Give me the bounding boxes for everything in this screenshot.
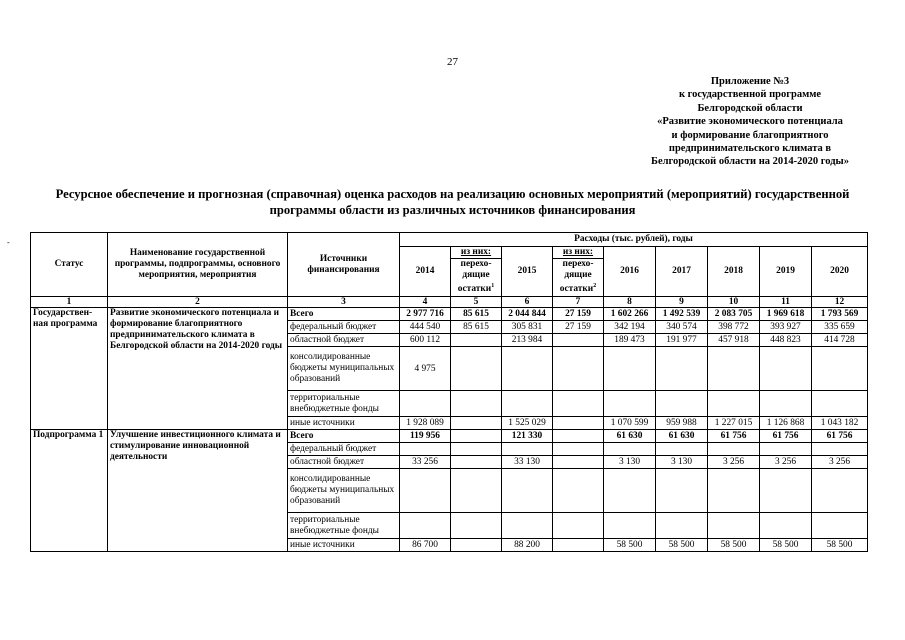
funding-source-cell: федеральный бюджет bbox=[288, 443, 400, 456]
amount-cell bbox=[812, 347, 868, 391]
amount-cell: 600 112 bbox=[400, 334, 451, 347]
amount-cell: 27 159 bbox=[553, 321, 604, 334]
status-cell: Подпрограмма 1 bbox=[31, 430, 108, 552]
funding-source-cell: консолидированные бюджеты муниципальных образований bbox=[288, 469, 400, 513]
amount-cell: 448 823 bbox=[760, 334, 812, 347]
amount-cell bbox=[760, 469, 812, 513]
amount-cell bbox=[400, 391, 451, 417]
amount-cell bbox=[553, 513, 604, 539]
annex-line: Белгородской области bbox=[697, 102, 803, 114]
col-2015-header: 2015 bbox=[502, 247, 553, 297]
annex-line: «Развитие экономического потенциала bbox=[657, 116, 843, 128]
amount-cell: 398 772 bbox=[708, 321, 760, 334]
amount-cell bbox=[812, 469, 868, 513]
amount-cell bbox=[553, 469, 604, 513]
amount-cell bbox=[553, 539, 604, 552]
amount-cell: 61 756 bbox=[812, 430, 868, 443]
col-expenses-header: Расходы (тыс. рублей), годы bbox=[400, 233, 868, 247]
column-number: 8 bbox=[604, 297, 656, 308]
amount-cell: 58 500 bbox=[604, 539, 656, 552]
amount-cell: 1 070 599 bbox=[604, 417, 656, 430]
amount-cell bbox=[604, 513, 656, 539]
amount-cell bbox=[400, 443, 451, 456]
amount-cell bbox=[812, 443, 868, 456]
amount-cell bbox=[553, 417, 604, 430]
amount-cell bbox=[708, 513, 760, 539]
amount-cell bbox=[604, 469, 656, 513]
amount-cell: 959 988 bbox=[656, 417, 708, 430]
funding-source-cell: федеральный бюджет bbox=[288, 321, 400, 334]
amount-cell bbox=[400, 469, 451, 513]
amount-cell: 61 630 bbox=[604, 430, 656, 443]
amount-cell: 2 977 716 bbox=[400, 308, 451, 321]
column-number: 10 bbox=[708, 297, 760, 308]
amount-cell: 85 615 bbox=[451, 308, 502, 321]
amount-cell bbox=[502, 391, 553, 417]
amount-cell bbox=[553, 391, 604, 417]
annex-caption bbox=[600, 75, 900, 169]
annex-line: и формирование благоприятного bbox=[671, 129, 829, 141]
carryover-header bbox=[553, 259, 604, 297]
amount-cell bbox=[502, 469, 553, 513]
amount-cell: 189 473 bbox=[604, 334, 656, 347]
column-number: 5 bbox=[451, 297, 502, 308]
col-status-header: Статус bbox=[31, 233, 108, 297]
funding-source-cell: территориальные внебюджетные фонды bbox=[288, 513, 400, 539]
table-row bbox=[31, 430, 868, 443]
amount-cell: 1 793 569 bbox=[812, 308, 868, 321]
amount-cell: 61 630 bbox=[656, 430, 708, 443]
footnote-2-marker: 2 bbox=[593, 283, 597, 290]
amount-cell: 88 200 bbox=[502, 539, 553, 552]
amount-cell bbox=[760, 443, 812, 456]
amount-cell: 444 540 bbox=[400, 321, 451, 334]
funding-source-cell: областной бюджет bbox=[288, 334, 400, 347]
title-line-2: программы области из различных источников финансирования bbox=[269, 202, 636, 217]
amount-cell bbox=[812, 391, 868, 417]
column-number: 9 bbox=[656, 297, 708, 308]
table-row bbox=[31, 308, 868, 321]
amount-cell bbox=[656, 469, 708, 513]
amount-cell bbox=[451, 443, 502, 456]
amount-cell bbox=[656, 347, 708, 391]
amount-cell bbox=[760, 513, 812, 539]
amount-cell bbox=[451, 513, 502, 539]
amount-cell: 121 330 bbox=[502, 430, 553, 443]
program-name-cell: Улучшение инвестиционного климата и стимулирование инновационной деятельности bbox=[108, 430, 288, 552]
funding-source-cell: Всего bbox=[288, 308, 400, 321]
amount-cell: 213 984 bbox=[502, 334, 553, 347]
amount-cell bbox=[656, 443, 708, 456]
amount-cell: 393 927 bbox=[760, 321, 812, 334]
amount-cell bbox=[604, 391, 656, 417]
amount-cell bbox=[656, 391, 708, 417]
amount-cell bbox=[502, 347, 553, 391]
margin-mark: - bbox=[7, 238, 10, 247]
col-2018-header: 2018 bbox=[708, 247, 760, 297]
amount-cell bbox=[451, 347, 502, 391]
funding-source-cell: иные источники bbox=[288, 539, 400, 552]
table-body bbox=[31, 308, 868, 552]
amount-cell bbox=[553, 430, 604, 443]
document-title bbox=[20, 187, 885, 218]
column-number: 4 bbox=[400, 297, 451, 308]
amount-cell bbox=[502, 443, 553, 456]
amount-cell: 3 256 bbox=[708, 456, 760, 469]
program-name-cell: Развитие экономического потенциала и формирование благоприятного предпринимательского климата в Белгородской области на 2014-2020 годы bbox=[108, 308, 288, 430]
column-number: 3 bbox=[288, 297, 400, 308]
amount-cell: 3 256 bbox=[812, 456, 868, 469]
annex-line: к государственной программе bbox=[678, 89, 822, 101]
amount-cell: 1 227 015 bbox=[708, 417, 760, 430]
amount-cell: 58 500 bbox=[760, 539, 812, 552]
funding-source-cell: консолидированные бюджеты муниципальных образований bbox=[288, 347, 400, 391]
amount-cell: 58 500 bbox=[708, 539, 760, 552]
amount-cell bbox=[451, 430, 502, 443]
col-2017-header: 2017 bbox=[656, 247, 708, 297]
amount-cell bbox=[604, 347, 656, 391]
amount-cell: 1 969 618 bbox=[760, 308, 812, 321]
amount-cell: 3 256 bbox=[760, 456, 812, 469]
column-number: 2 bbox=[108, 297, 288, 308]
amount-cell bbox=[451, 456, 502, 469]
status-cell: Государствен-ная программа bbox=[31, 308, 108, 430]
amount-cell bbox=[812, 513, 868, 539]
annex-line: Белгородской области на 2014-2020 годы» bbox=[651, 156, 849, 168]
amount-cell: 1 492 539 bbox=[656, 308, 708, 321]
amount-cell: 340 574 bbox=[656, 321, 708, 334]
amount-cell: 58 500 bbox=[812, 539, 868, 552]
amount-cell: 457 918 bbox=[708, 334, 760, 347]
amount-cell bbox=[451, 417, 502, 430]
amount-cell bbox=[553, 334, 604, 347]
funding-source-cell: Всего bbox=[288, 430, 400, 443]
table-header bbox=[31, 233, 868, 308]
funding-source-cell: территориальные внебюджетные фонды bbox=[288, 391, 400, 417]
amount-cell bbox=[451, 334, 502, 347]
amount-cell: 58 500 bbox=[656, 539, 708, 552]
column-number: 7 bbox=[553, 297, 604, 308]
amount-cell: 1 928 089 bbox=[400, 417, 451, 430]
title-line-1: Ресурсное обеспечение и прогнозная (справочная) оценка расходов на реализацию основных мероприятий (мероприятий) государственной bbox=[55, 187, 850, 201]
carryover-header bbox=[451, 259, 502, 297]
amount-cell: 342 194 bbox=[604, 321, 656, 334]
amount-cell: 3 130 bbox=[604, 456, 656, 469]
col-2014-header: 2014 bbox=[400, 247, 451, 297]
amount-cell: 119 956 bbox=[400, 430, 451, 443]
amount-cell bbox=[451, 469, 502, 513]
amount-cell: 335 659 bbox=[812, 321, 868, 334]
amount-cell: 1 602 266 bbox=[604, 308, 656, 321]
amount-cell: 2 083 705 bbox=[708, 308, 760, 321]
column-number: 12 bbox=[812, 297, 868, 308]
annex-line: предпринимательского климата в bbox=[668, 143, 832, 155]
column-number: 1 bbox=[31, 297, 108, 308]
amount-cell: 191 977 bbox=[656, 334, 708, 347]
amount-cell: 2 044 844 bbox=[502, 308, 553, 321]
amount-cell: 1 043 182 bbox=[812, 417, 868, 430]
of-them-label: из них: bbox=[451, 247, 502, 259]
col-2016-header: 2016 bbox=[604, 247, 656, 297]
amount-cell bbox=[451, 539, 502, 552]
amount-cell: 33 256 bbox=[400, 456, 451, 469]
page-number: 27 bbox=[447, 56, 458, 68]
column-number: 6 bbox=[502, 297, 553, 308]
amount-cell bbox=[708, 443, 760, 456]
footnote-1-marker: 1 bbox=[491, 283, 495, 290]
column-number-row bbox=[31, 297, 868, 308]
col-sources-header: Источники финансирования bbox=[288, 233, 400, 297]
amount-cell bbox=[400, 513, 451, 539]
amount-cell: 3 130 bbox=[656, 456, 708, 469]
amount-cell: 33 130 bbox=[502, 456, 553, 469]
amount-cell bbox=[604, 443, 656, 456]
carryover-label: перехо-дящие остатки bbox=[559, 259, 594, 295]
funding-source-cell: областной бюджет bbox=[288, 456, 400, 469]
amount-cell: 414 728 bbox=[812, 334, 868, 347]
amount-cell bbox=[708, 391, 760, 417]
annex-line: Приложение №3 bbox=[710, 76, 790, 87]
amount-cell: 4 975 bbox=[400, 347, 451, 391]
amount-cell bbox=[553, 443, 604, 456]
resource-table bbox=[30, 232, 868, 552]
amount-cell: 1 126 868 bbox=[760, 417, 812, 430]
amount-cell bbox=[708, 347, 760, 391]
amount-cell: 27 159 bbox=[553, 308, 604, 321]
amount-cell: 86 700 bbox=[400, 539, 451, 552]
amount-cell bbox=[451, 391, 502, 417]
funding-source-cell: иные источники bbox=[288, 417, 400, 430]
amount-cell: 1 525 029 bbox=[502, 417, 553, 430]
of-them-label: из них: bbox=[553, 247, 604, 259]
amount-cell: 85 615 bbox=[451, 321, 502, 334]
amount-cell: 61 756 bbox=[760, 430, 812, 443]
col-2020-header: 2020 bbox=[812, 247, 868, 297]
amount-cell bbox=[760, 347, 812, 391]
amount-cell: 305 831 bbox=[502, 321, 553, 334]
column-number: 11 bbox=[760, 297, 812, 308]
amount-cell: 61 756 bbox=[708, 430, 760, 443]
carryover-label: перехо-дящие остатки bbox=[457, 259, 492, 295]
col-2019-header: 2019 bbox=[760, 247, 812, 297]
amount-cell bbox=[553, 347, 604, 391]
amount-cell bbox=[553, 456, 604, 469]
amount-cell bbox=[708, 469, 760, 513]
amount-cell bbox=[502, 513, 553, 539]
col-name-header: Наименование государственной программы, подпрограммы, основного мероприятия, мероприятия bbox=[108, 233, 288, 297]
amount-cell bbox=[656, 513, 708, 539]
amount-cell bbox=[760, 391, 812, 417]
